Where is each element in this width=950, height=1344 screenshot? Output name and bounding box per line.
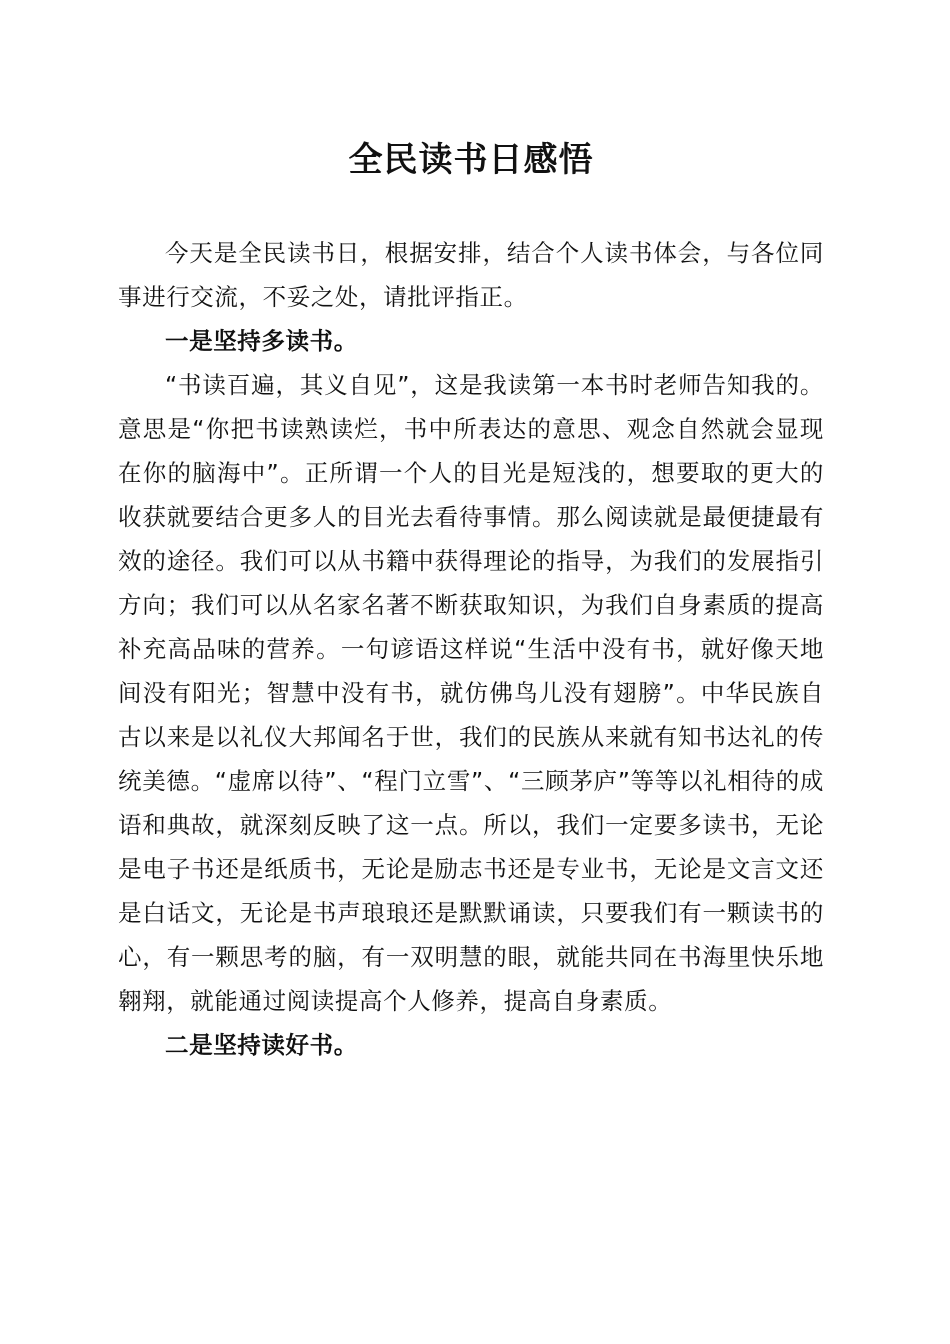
section-heading-2: 二是坚持读好书。 (165, 1031, 358, 1059)
document-page (118, 136, 824, 1067)
section-heading-1: 一是坚持多读书。 (165, 327, 358, 355)
document-title: 全民读书日感悟 (348, 140, 594, 180)
intro-paragraph: 今天是全民读书日，根据安排，结合个人读书体会，与各位同事进行交流，不妥之处，请批评指正。 (118, 239, 824, 311)
body-paragraph: “书读百遍，其义自见”，这是我读第一本书时老师告知我的。意思是“你把书读熟读烂，书中所表达的意思、观念自然就会显现在你的脑海中”。正所谓一个人的目光是短浅的，想要取的更大的收获就要结合更多人的目光去看待事情。那么阅读就是最便捷最有效的途径。我们可以从书籍中获得理论的指导，为我们的发展指引方向；我们可以从名家名著不断获取知识，为我们自身素质的提高补充高品味的营养。一句谚语这样说“生活中没有书，就好像天地间没有阳光；智慧中没有书，就仿佛鸟儿没有翅膀”。中华民族自古以来是以礼仪大邦闻名于世，我们的民族从来就有知书达礼的传统美德。“虚席以待”、“程门立雪”、“三顾茅庐”等等以礼相待的成语和典故，就深刻反映了这一点。所以，我们一定要多读书，无论是电子书还是纸质书，无论是励志书还是专业书，无论是文言文还是白话文，无论是书声琅琅还是默默诵读，只要我们有一颗读书的心，有一颗思考的脑，有一双明慧的眼，就能共同在书海里快乐地翱翔，就能通过阅读提高个人修养，提高自身素质。 (118, 371, 824, 1015)
